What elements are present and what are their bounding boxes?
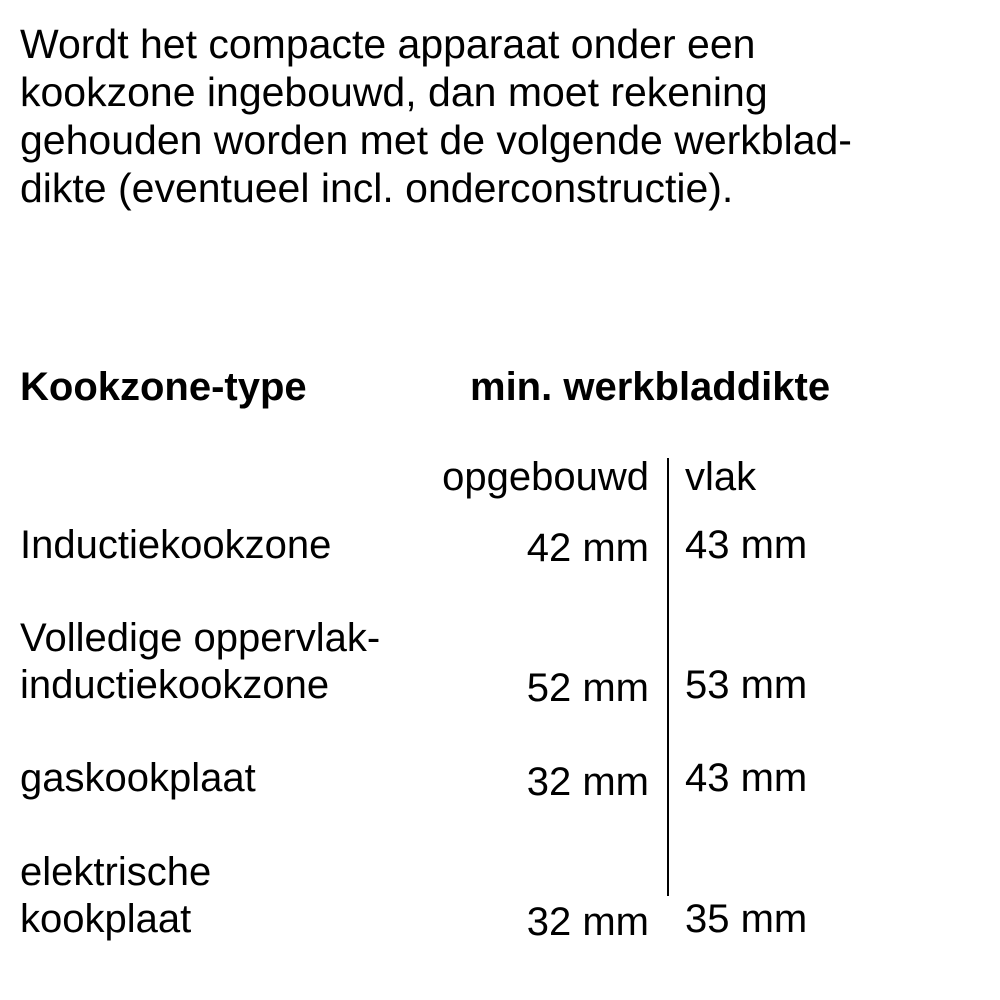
row-4-opgebouwd: 32 mm <box>526 900 649 944</box>
row-2-label-line-1: Volledige oppervlak- <box>20 616 381 660</box>
row-2-opgebouwd: 52 mm <box>526 666 649 710</box>
row-3-vlak: 43 mm <box>685 756 808 800</box>
row-4-label-line-1: elektrische <box>20 850 212 894</box>
row-3-opgebouwd: 32 mm <box>526 760 649 804</box>
row-2-vlak: 53 mm <box>685 663 808 707</box>
intro-line-1: Wordt het compacte apparaat onder een <box>20 21 756 67</box>
subheader-vlak: vlak <box>685 455 757 499</box>
subheader-opgebouwd: opgebouwd <box>442 455 649 499</box>
header-kookzone-type: Kookzone-type <box>20 365 307 409</box>
column-divider <box>667 458 669 896</box>
intro-line-2: kookzone ingebouwd, dan moet rekening <box>20 69 768 115</box>
row-1-opgebouwd: 42 mm <box>526 526 649 570</box>
header-min-werkbladdikte: min. werkbladdikte <box>470 365 831 409</box>
row-4-vlak: 35 mm <box>685 897 808 941</box>
row-3-label-line-1: gaskookplaat <box>20 756 256 800</box>
intro-line-4: dikte (eventueel incl. onderconstructie). <box>20 165 734 211</box>
row-1-label-line-1: Inductiekookzone <box>20 523 332 567</box>
row-4-label-line-2: kookplaat <box>20 897 192 941</box>
row-2-label-line-2: inductiekookzone <box>20 663 330 707</box>
row-1-vlak: 43 mm <box>685 523 808 567</box>
intro-paragraph <box>20 20 980 212</box>
intro-line-3: gehouden worden met de volgende werkblad- <box>20 117 852 163</box>
